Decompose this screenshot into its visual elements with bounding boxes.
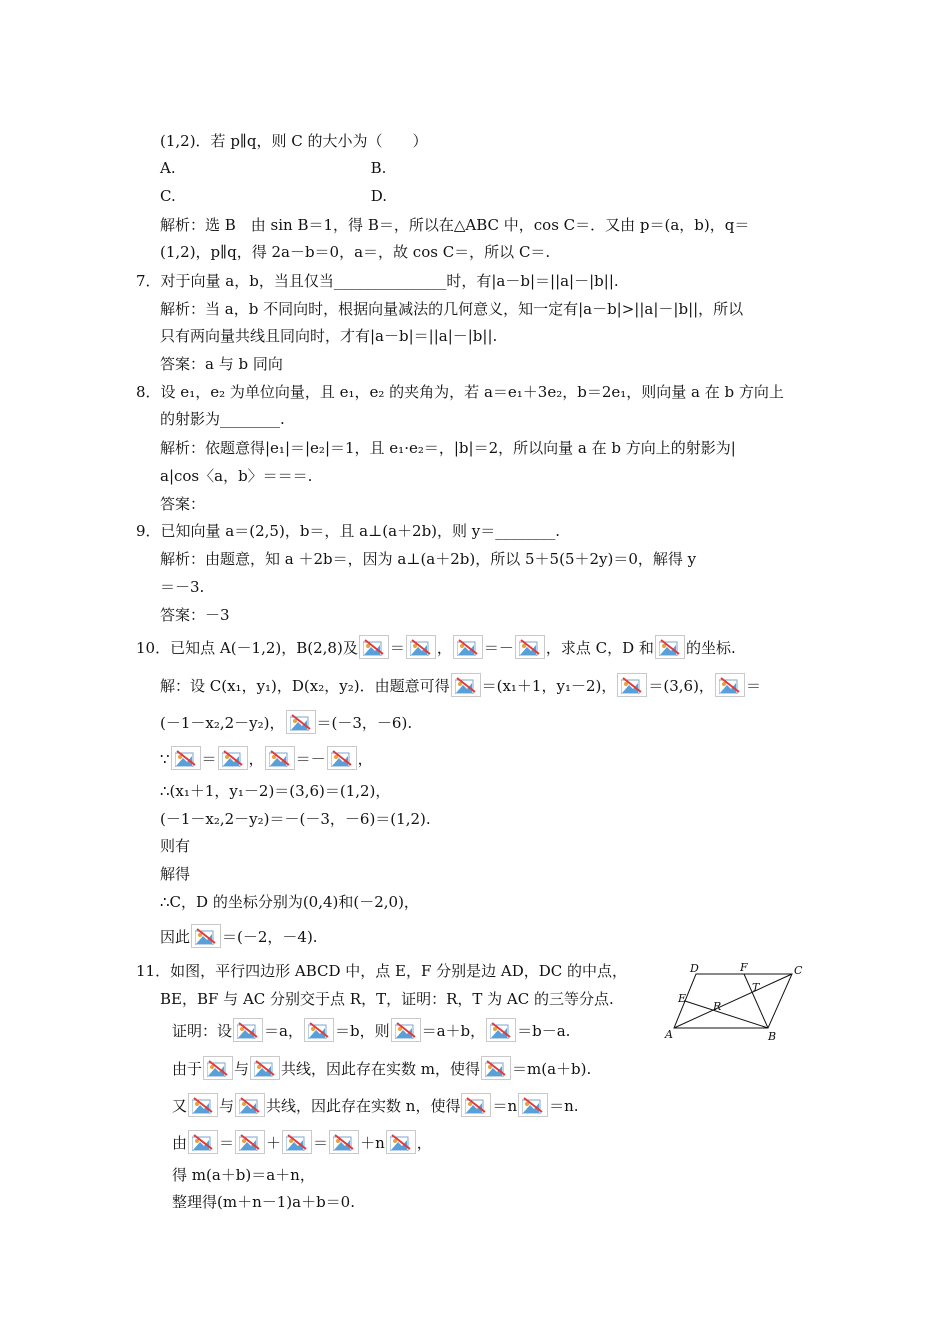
text-line: 解析：当 a，b 不同向时，根据向量减法的几何意义，知一定有|a－b|>||a|－|b||，所以 xyxy=(160,300,744,318)
broken-image-icon xyxy=(304,1018,334,1042)
text-line: (1,2)，p∥q，得 2a－b＝0，a＝，故 cos C＝，所以 C＝. xyxy=(160,243,551,261)
text-line: 解析：依题意得|e₁|＝|e₂|＝1，且 e₁·e₂＝，|b|＝2，所以向量 a 在 b 方向上的射影为| xyxy=(160,439,736,457)
text-line: 得 m(a＋b)＝a＋n， xyxy=(172,1166,315,1184)
text-line: 11．如图，平行四边形 ABCD 中，点 E，F 分别是边 AD，DC 的中点， xyxy=(136,962,628,980)
text-line: a|cos〈a，b〉＝＝＝. xyxy=(160,467,313,485)
text-line: (1,2)．若 p∥q，则 C 的大小为（ ） xyxy=(160,132,428,150)
text-line: (－1－x₂,2－y₂)＝－(－3，－6)＝(1,2). xyxy=(160,810,431,828)
label-f: F xyxy=(740,961,748,974)
label-c: C xyxy=(794,964,803,977)
text-line: 9．已知向量 a＝(2,5)，b＝，且 a⊥(a＋2b)，则 y＝________. xyxy=(136,522,561,540)
broken-image-icon xyxy=(461,1093,491,1117)
text-line: 又 与 共线，因此存在实数 n，使得 ＝n ＝n. xyxy=(172,1093,579,1117)
label-b: B xyxy=(768,1030,777,1043)
text-line: (－1－x₂,2－y₂)， ＝(－3，－6). xyxy=(160,710,412,734)
broken-image-icon xyxy=(386,1130,416,1154)
broken-image-icon xyxy=(171,746,201,770)
broken-image-icon xyxy=(451,673,481,697)
text-line: 解得 xyxy=(160,865,191,883)
parallelogram-figure xyxy=(660,960,810,1045)
broken-image-icon xyxy=(235,1093,265,1117)
broken-image-icon xyxy=(265,746,295,770)
broken-image-icon xyxy=(218,746,248,770)
text-line: 的射影为________. xyxy=(160,410,285,428)
broken-image-icon xyxy=(486,1018,516,1042)
label-r: R xyxy=(713,1000,722,1013)
broken-image-icon xyxy=(515,635,545,659)
text-line: 7．对于向量 a，b，当且仅当_______________时，有|a－b|＝||a|－|b||. xyxy=(136,272,619,290)
label-a: A xyxy=(665,1028,673,1041)
broken-image-icon xyxy=(286,710,316,734)
text-line: 解：设 C(x₁，y₁)，D(x₂，y₂)．由题意可得 ＝(x₁＋1，y₁－2)， ＝(3,6)， ＝ xyxy=(160,673,761,697)
text-line: 答案：－3 xyxy=(160,606,230,624)
broken-image-icon xyxy=(481,1056,511,1080)
broken-image-icon xyxy=(359,635,389,659)
text-line: ∴C，D 的坐标分别为(0,4)和(－2,0)， xyxy=(160,893,419,911)
broken-image-icon xyxy=(250,1056,280,1080)
broken-image-icon xyxy=(329,1130,359,1154)
segment-be xyxy=(685,1001,768,1028)
text-line: 因此 ＝(－2，－4). xyxy=(160,924,318,948)
text-line: 由于 与 共线，因此存在实数 m，使得 ＝m(a＋b). xyxy=(172,1056,591,1080)
broken-image-icon xyxy=(188,1093,218,1117)
text-line: A. B. xyxy=(160,159,387,177)
text-line: 整理得(m＋n－1)a＋b＝0. xyxy=(172,1193,355,1211)
broken-image-icon xyxy=(235,1130,265,1154)
text-line: 证明：设 ＝a， ＝b，则 ＝a＋b， ＝b－a. xyxy=(172,1018,570,1042)
broken-image-icon xyxy=(453,635,483,659)
broken-image-icon xyxy=(282,1130,312,1154)
text-line: 由 ＝ ＋ ＝ ＋n ， xyxy=(172,1130,432,1154)
text-line: 只有两向量共线且同向时，才有|a－b|＝||a|－|b||. xyxy=(160,327,498,345)
text-line: BE，BF 与 AC 分别交于点 R，T，证明：R，T 为 AC 的三等分点. xyxy=(160,990,614,1008)
label-e: E xyxy=(678,992,687,1005)
label-d: D xyxy=(690,962,699,975)
broken-image-icon xyxy=(617,673,647,697)
diagonal-ac xyxy=(674,974,792,1028)
broken-image-icon xyxy=(518,1093,548,1117)
broken-image-icon xyxy=(203,1056,233,1080)
text-line: 10．已知点 A(－1,2)，B(2,8)及 ＝ ， ＝－ ，求点 C，D 和 的坐标. xyxy=(136,635,736,659)
label-t: T xyxy=(752,981,760,994)
broken-image-icon xyxy=(327,746,357,770)
broken-image-icon xyxy=(715,673,745,697)
text-line: 8．设 e₁，e₂ 为单位向量，且 e₁，e₂ 的夹角为，若 a＝e₁＋3e₂，b＝2e₁，则向量 a 在 b 方向上 xyxy=(136,383,784,401)
broken-image-icon xyxy=(406,635,436,659)
text-line: 答案： xyxy=(160,495,206,513)
broken-image-icon xyxy=(191,924,221,948)
broken-image-icon xyxy=(655,635,685,659)
broken-image-icon xyxy=(391,1018,421,1042)
text-line: ∴(x₁＋1，y₁－2)＝(3,6)＝(1,2)， xyxy=(160,782,391,800)
text-line: ＝－3. xyxy=(160,578,205,596)
broken-image-icon xyxy=(233,1018,263,1042)
text-line: 答案：a 与 b 同向 xyxy=(160,355,283,373)
text-line: 解析：由题意，知 a ＋2b＝，因为 a⊥(a＋2b)，所以 5＋5(5＋2y)＝0，解得 y xyxy=(160,550,697,568)
text-line: 则有 xyxy=(160,837,191,855)
text-line: C. D. xyxy=(160,187,387,205)
broken-image-icon xyxy=(188,1130,218,1154)
text-line: 解析：选 B 由 sin B＝1，得 B＝，所以在△ABC 中，cos C＝．又由 p＝(a，b)，q＝ xyxy=(160,216,750,234)
text-line: ∵ ＝ ， ＝－ ， xyxy=(160,746,373,770)
